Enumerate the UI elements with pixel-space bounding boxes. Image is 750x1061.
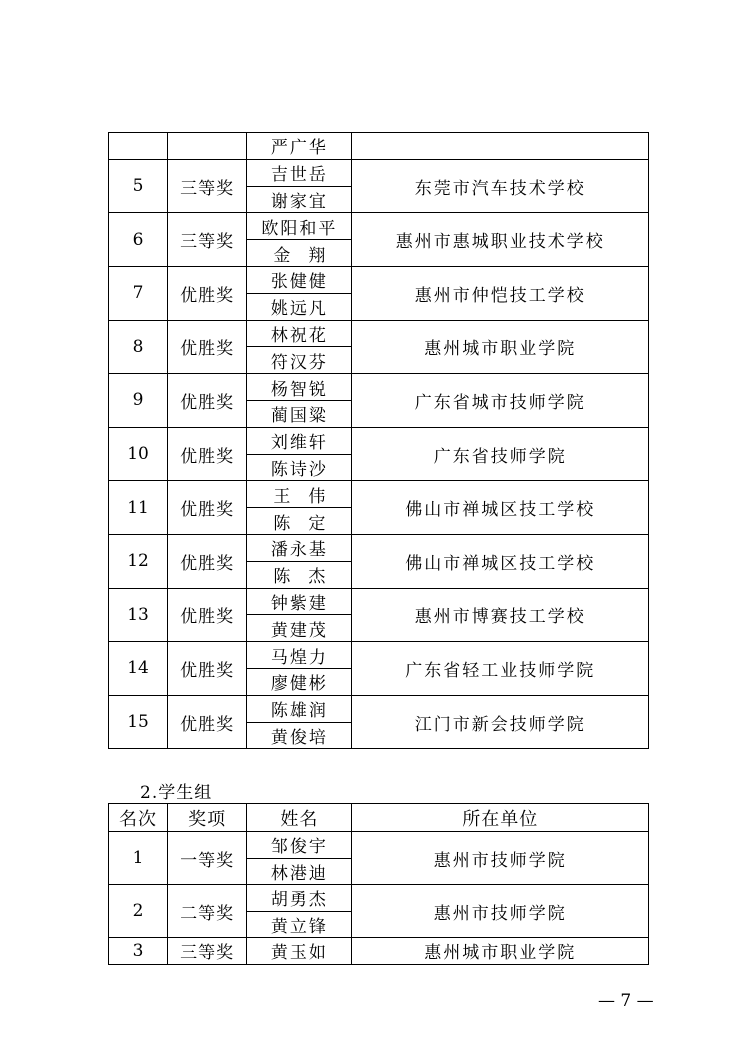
- prize-cell: 优胜奖: [168, 374, 247, 428]
- unit-cell: 广东省轻工业技师学院: [352, 642, 649, 696]
- prize-cell: 优胜奖: [168, 695, 247, 749]
- rank-cell: 3: [109, 938, 168, 965]
- name-cell: 钟紫建: [247, 588, 352, 615]
- unit-cell: 江门市新会技师学院: [352, 695, 649, 749]
- name-cell: 金翔: [247, 240, 352, 267]
- rank-cell: 12: [109, 534, 168, 588]
- rank-cell: [109, 133, 168, 160]
- name-cell: 欧阳和平: [247, 213, 352, 240]
- unit-cell: 惠州市技师学院: [352, 885, 649, 938]
- name-cell: 杨智锐: [247, 374, 352, 401]
- unit-cell: 东莞市汽车技术学校: [352, 159, 649, 213]
- unit-cell: 惠州城市职业学院: [352, 320, 649, 374]
- prize-cell: 优胜奖: [168, 642, 247, 696]
- name-cell: 黄玉如: [247, 938, 352, 965]
- name-cell: 廖健彬: [247, 668, 352, 695]
- rank-cell: 13: [109, 588, 168, 642]
- unit-cell: 广东省城市技师学院: [352, 374, 649, 428]
- prize-cell: [168, 133, 247, 160]
- name-cell: 邹俊宇: [247, 832, 352, 859]
- unit-cell: 惠州市惠城职业技术学校: [352, 213, 649, 267]
- rank-cell: 1: [109, 832, 168, 885]
- name-cell: 马煌力: [247, 642, 352, 669]
- student-award-table: [108, 803, 649, 965]
- table-row: [109, 481, 649, 508]
- header-unit: 所在单位: [352, 804, 649, 832]
- name-cell: 姚远凡: [247, 293, 352, 320]
- name-cell: 陈雄润: [247, 695, 352, 722]
- header-rank: 名次: [109, 804, 168, 832]
- name-cell: 胡勇杰: [247, 885, 352, 912]
- header-name: 姓名: [247, 804, 352, 832]
- rank-cell: 11: [109, 481, 168, 535]
- table-row: [109, 320, 649, 347]
- name-cell: 陈定: [247, 508, 352, 535]
- name-cell: 吉世岳: [247, 159, 352, 186]
- unit-cell: 惠州市仲恺技工学校: [352, 266, 649, 320]
- name-cell: 蔺国粱: [247, 400, 352, 427]
- header-prize: 奖项: [168, 804, 247, 832]
- prize-cell: 三等奖: [168, 213, 247, 267]
- rank-cell: 2: [109, 885, 168, 938]
- prize-cell: 优胜奖: [168, 320, 247, 374]
- page-number: — 7 —: [598, 991, 654, 1011]
- table-row: [109, 588, 649, 615]
- table-row: [109, 159, 649, 186]
- table-row: [109, 133, 649, 160]
- name-cell: 谢家宜: [247, 186, 352, 213]
- unit-cell: 惠州市博赛技工学校: [352, 588, 649, 642]
- rank-cell: 15: [109, 695, 168, 749]
- table-header-row: [109, 804, 649, 832]
- prize-cell: 三等奖: [168, 159, 247, 213]
- table-row: [109, 266, 649, 293]
- table-row: [109, 938, 649, 965]
- name-cell: 黄立锋: [247, 911, 352, 938]
- rank-cell: 10: [109, 427, 168, 481]
- table-row: [109, 213, 649, 240]
- rank-cell: 6: [109, 213, 168, 267]
- name-cell: 严广华: [247, 133, 352, 160]
- prize-cell: 优胜奖: [168, 588, 247, 642]
- award-table-continued: [108, 132, 649, 749]
- rank-cell: 7: [109, 266, 168, 320]
- name-cell: 陈杰: [247, 561, 352, 588]
- prize-cell: 优胜奖: [168, 427, 247, 481]
- table-row: [109, 534, 649, 561]
- name-cell: 潘永基: [247, 534, 352, 561]
- name-cell: 张健健: [247, 266, 352, 293]
- name-cell: 陈诗沙: [247, 454, 352, 481]
- table-row: [109, 642, 649, 669]
- prize-cell: 三等奖: [168, 938, 247, 965]
- unit-cell: 惠州市技师学院: [352, 832, 649, 885]
- table-row: [109, 374, 649, 401]
- table-row: [109, 427, 649, 454]
- unit-cell: 广东省技师学院: [352, 427, 649, 481]
- name-cell: 林港迪: [247, 858, 352, 885]
- section-title: 2.学生组: [140, 783, 213, 803]
- unit-cell: [352, 133, 649, 160]
- unit-cell: 佛山市禅城区技工学校: [352, 481, 649, 535]
- prize-cell: 优胜奖: [168, 266, 247, 320]
- name-cell: 林祝花: [247, 320, 352, 347]
- table-row: [109, 695, 649, 722]
- name-cell: 王伟: [247, 481, 352, 508]
- name-cell: 刘维轩: [247, 427, 352, 454]
- prize-cell: 二等奖: [168, 885, 247, 938]
- rank-cell: 8: [109, 320, 168, 374]
- unit-cell: 佛山市禅城区技工学校: [352, 534, 649, 588]
- rank-cell: 14: [109, 642, 168, 696]
- prize-cell: 优胜奖: [168, 481, 247, 535]
- table-row: [109, 885, 649, 912]
- name-cell: 黄俊培: [247, 722, 352, 749]
- name-cell: 黄建茂: [247, 615, 352, 642]
- rank-cell: 5: [109, 159, 168, 213]
- prize-cell: 优胜奖: [168, 534, 247, 588]
- prize-cell: 一等奖: [168, 832, 247, 885]
- unit-cell: 惠州城市职业学院: [352, 938, 649, 965]
- rank-cell: 9: [109, 374, 168, 428]
- name-cell: 符汉芬: [247, 347, 352, 374]
- table-row: [109, 832, 649, 859]
